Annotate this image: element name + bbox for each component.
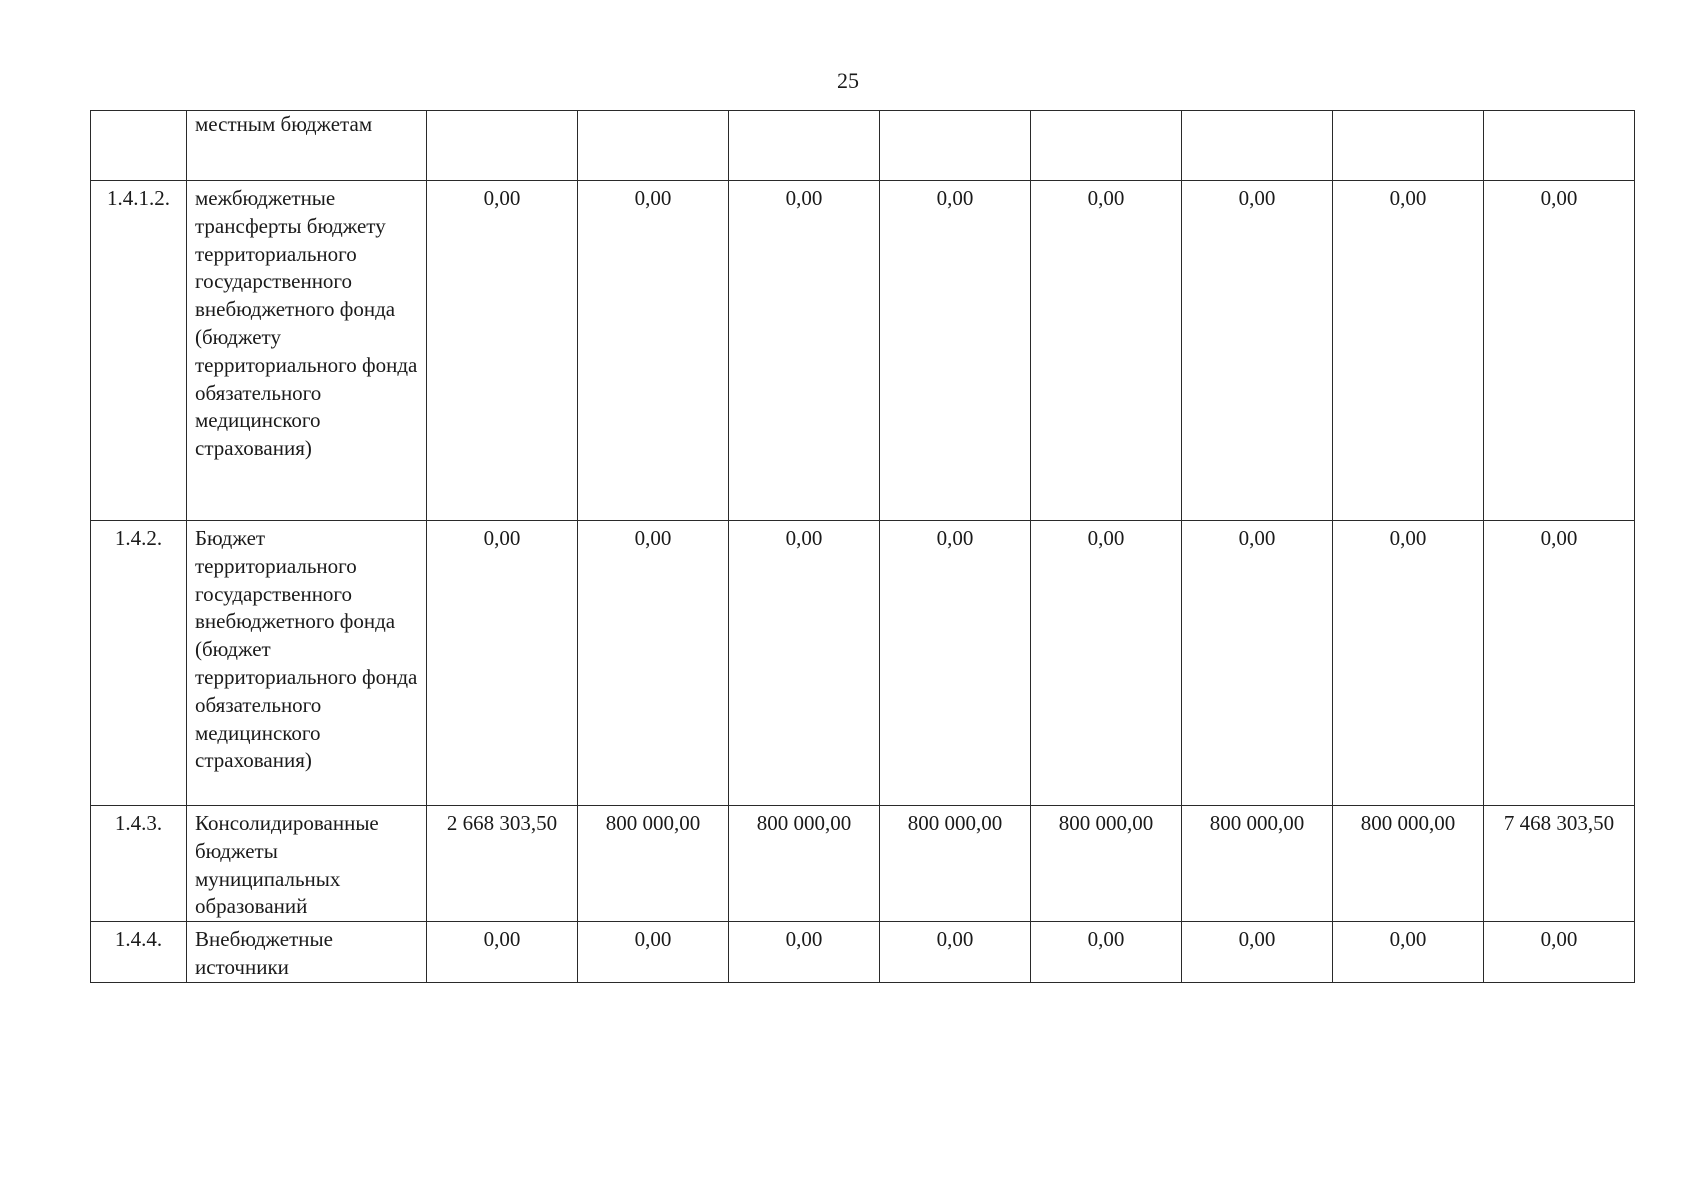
- value-cell: 0,00: [427, 521, 578, 806]
- value-cell: [1484, 111, 1635, 181]
- value-cell: 0,00: [1182, 922, 1333, 983]
- value-cell: 0,00: [1333, 922, 1484, 983]
- row-number: 1.4.1.2.: [91, 181, 187, 521]
- value-cell: 0,00: [1031, 922, 1182, 983]
- value-cell: 0,00: [1484, 922, 1635, 983]
- value-cell: 0,00: [1031, 181, 1182, 521]
- value-cell: 0,00: [578, 922, 729, 983]
- value-cell: 0,00: [1031, 521, 1182, 806]
- value-cell: 800 000,00: [578, 806, 729, 922]
- value-cell: [1031, 111, 1182, 181]
- table-row: [91, 181, 1635, 521]
- value-cell: 2 668 303,50: [427, 806, 578, 922]
- row-number: 1.4.2.: [91, 521, 187, 806]
- value-cell: 0,00: [1333, 521, 1484, 806]
- value-cell: [1182, 111, 1333, 181]
- value-cell: 0,00: [578, 521, 729, 806]
- row-name: Консолидированные бюджеты муниципальных образований: [187, 806, 427, 922]
- row-name: Бюджет территориального государственного внебюджетного фонда (бюджет территориального фонда обязательного медицинского страхования): [187, 521, 427, 806]
- value-cell: [578, 111, 729, 181]
- row-number: 1.4.3.: [91, 806, 187, 922]
- value-cell: 0,00: [427, 922, 578, 983]
- row-number: [91, 111, 187, 181]
- value-cell: [729, 111, 880, 181]
- table-row: [91, 521, 1635, 806]
- value-cell: 0,00: [1484, 521, 1635, 806]
- value-cell: [1333, 111, 1484, 181]
- value-cell: 0,00: [1333, 181, 1484, 521]
- value-cell: 0,00: [578, 181, 729, 521]
- value-cell: 800 000,00: [1182, 806, 1333, 922]
- value-cell: 800 000,00: [1031, 806, 1182, 922]
- table-row: [91, 111, 1635, 181]
- value-cell: 800 000,00: [1333, 806, 1484, 922]
- value-cell: [427, 111, 578, 181]
- table-row: [91, 922, 1635, 983]
- funding-table: [90, 110, 1635, 983]
- value-cell: 7 468 303,50: [1484, 806, 1635, 922]
- value-cell: 0,00: [880, 521, 1031, 806]
- row-number: 1.4.4.: [91, 922, 187, 983]
- value-cell: 0,00: [1182, 181, 1333, 521]
- value-cell: 0,00: [729, 521, 880, 806]
- value-cell: 0,00: [729, 181, 880, 521]
- row-name: Внебюджетные источники: [187, 922, 427, 983]
- value-cell: 0,00: [729, 922, 880, 983]
- value-cell: 800 000,00: [880, 806, 1031, 922]
- value-cell: 0,00: [1182, 521, 1333, 806]
- value-cell: [880, 111, 1031, 181]
- page-number: 25: [837, 68, 859, 93]
- value-cell: 0,00: [1484, 181, 1635, 521]
- value-cell: 0,00: [880, 922, 1031, 983]
- value-cell: 800 000,00: [729, 806, 880, 922]
- value-cell: 0,00: [427, 181, 578, 521]
- value-cell: 0,00: [880, 181, 1031, 521]
- row-name: межбюджетные трансферты бюджету территориального государственного внебюджетного фонда (бюджету территориального фонда обязательного медицинского страхования): [187, 181, 427, 521]
- row-name: местным бюджетам: [187, 111, 427, 181]
- table-row: [91, 806, 1635, 922]
